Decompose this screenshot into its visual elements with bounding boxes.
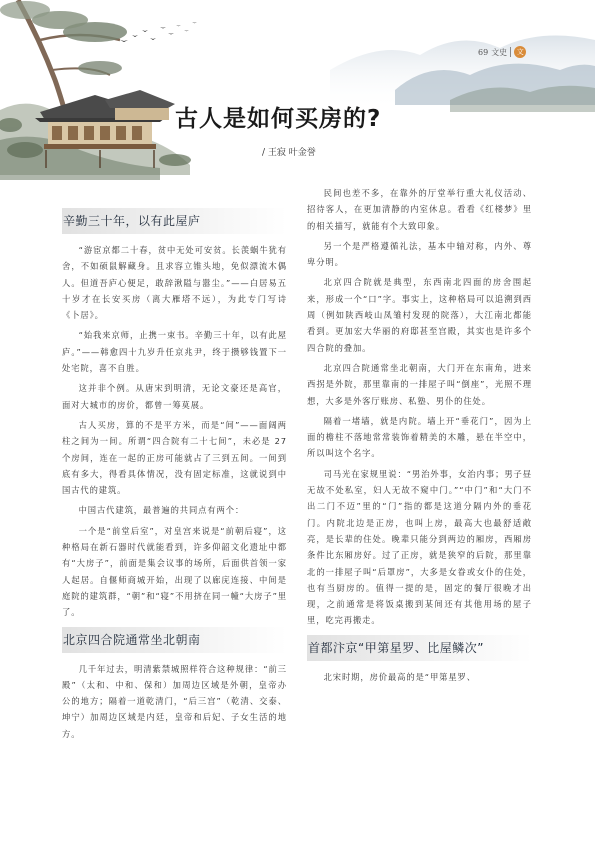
section-heading: 北京四合院通常坐北朝南	[62, 627, 287, 653]
paragraph: 一个是“前堂后室”，对皇宫来说是“前朝后寝”，这种格局在新石器时代就能看到，许多仰韶文化遗址中都有“大房子”，前面是集会议事的场所，后面供首领一家人起居。自偃师商城开始，出现了以廊庑连接、中间是庭院的建筑群，“朝”和“寝”不用挤在同一幢“大房子”里了。	[62, 525, 287, 618]
paragraph: 司马光在家规里说：“男治外事，女治内事；男子昼无故不处私室，妇人无故不窥中门。”“中门”和“大门不出二门不迈”里的“门”指的都是这道分隔内外的垂花门。内院北边是正房，也叫上房，最高大也最舒适敞亮，是长辈的住处。晚辈只能分到两边的厢房，西厢房条件比东厢房好。过了正房，就是狭窄的后院，那里靠北的一排屋子叫“后罩房”，大多是女眷或女仆的住处，也有当厨房的。值得一提的是，固定的餐厅很晚才出现，之前通常是将饭桌搬到某间还有其他用场的屋子里，吃完再搬走。	[307, 468, 532, 626]
paragraph: 另一个是严格遵循礼法，基本中轴对称，内外、尊卑分明。	[307, 240, 532, 268]
left-column	[62, 200, 287, 746]
paragraph: “始我来京师，止携一束书。辛勤三十年，以有此屋庐。”——韩愈四十九岁升任京兆尹，终于攒够钱置下一处宅院，喜不自胜。	[62, 330, 287, 374]
article-byline: / 王寂 叶金誉	[262, 148, 316, 158]
paragraph: 古人买房，算的不是平方米，而是“间”——面阔两柱之间为一间。所谓“四合院有二十七间”，未必是 27 个房间，连在一起的正房可能就占了三到五间。一间到底有多大，得看具体情况，没有固定标准，这就说到中国古代的建筑。	[62, 419, 287, 496]
page-folio	[478, 45, 526, 59]
section-heading: 辛勤三十年，以有此屋庐	[62, 208, 287, 234]
flying-birds	[120, 22, 197, 42]
paragraph: 中国古代建筑，最普遍的共同点有两个：	[78, 505, 245, 516]
section-label: 文史	[491, 47, 508, 57]
paragraph: 几千年过去，明清紫禁城照样符合这种规律：“前三殿”（太和、中和、保和）加周边区域是外朝，皇帝办公的地方；隔着一道乾清门，“后三宫”（乾清、交泰、坤宁）加周边区域是内廷，皇帝和后妃、子女生活的地方。	[62, 663, 287, 739]
paragraph: 北京四合院就是典型，东西南北四面的房舍围起来，形成一个“口”字。事实上，这种格局可以追溯到西周（例如陕西岐山凤雏村发现的院落），大江南北都能看到。更加宏大华丽的府邸甚至宫殿，其实也是许多个四合院的叠加。	[307, 277, 532, 353]
paragraph: “游宦京都二十春，贫中无处可安贫。长羡蜗牛犹有舍，不如硕鼠解藏身。且求容立锥头地，免似漂流木偶人。但道吾庐心便足，敢辞湫隘与嚣尘。”——白居易五十岁才在长安买房（离大雁塔不远），为此专门写诗《卜居》。	[62, 245, 287, 321]
paragraph: 这并非个例。从唐宋到明清，无论文豪还是高官，面对大城市的房价，都曾一筹莫展。	[62, 383, 287, 410]
paragraph: 隔着一堵墙，就是内院。墙上开“垂花门”，因为上面的檐柱不落地常常装饰着精美的木雕，悬在半空中，所以叫这个名字。	[307, 415, 532, 459]
right-column	[307, 185, 532, 689]
paragraph: 北宋时期，房价最高的是“甲第星罗、	[323, 671, 476, 682]
paragraph: 民间也差不多，在靠外的厅堂举行重大礼仪活动、招待客人，在更加清静的内室休息。看看《红楼梦》里的相关描写，就能有个大致印象。	[307, 188, 532, 231]
paragraph: 北京四合院通常坐北朝南，大门开在东南角，进来西拐是外院，那里靠南的一排屋子叫“倒座”，光照不理想，大多是外客厅账房、私塾、男仆的住处。	[307, 362, 532, 406]
section-badge-icon: 文	[514, 46, 526, 58]
article-title: 古人是如何买房的?	[175, 106, 382, 132]
section-heading: 首都汴京“甲第星罗、比屋鳞次”	[307, 635, 532, 661]
folio-divider	[510, 47, 511, 57]
page-number: 69	[478, 47, 489, 57]
